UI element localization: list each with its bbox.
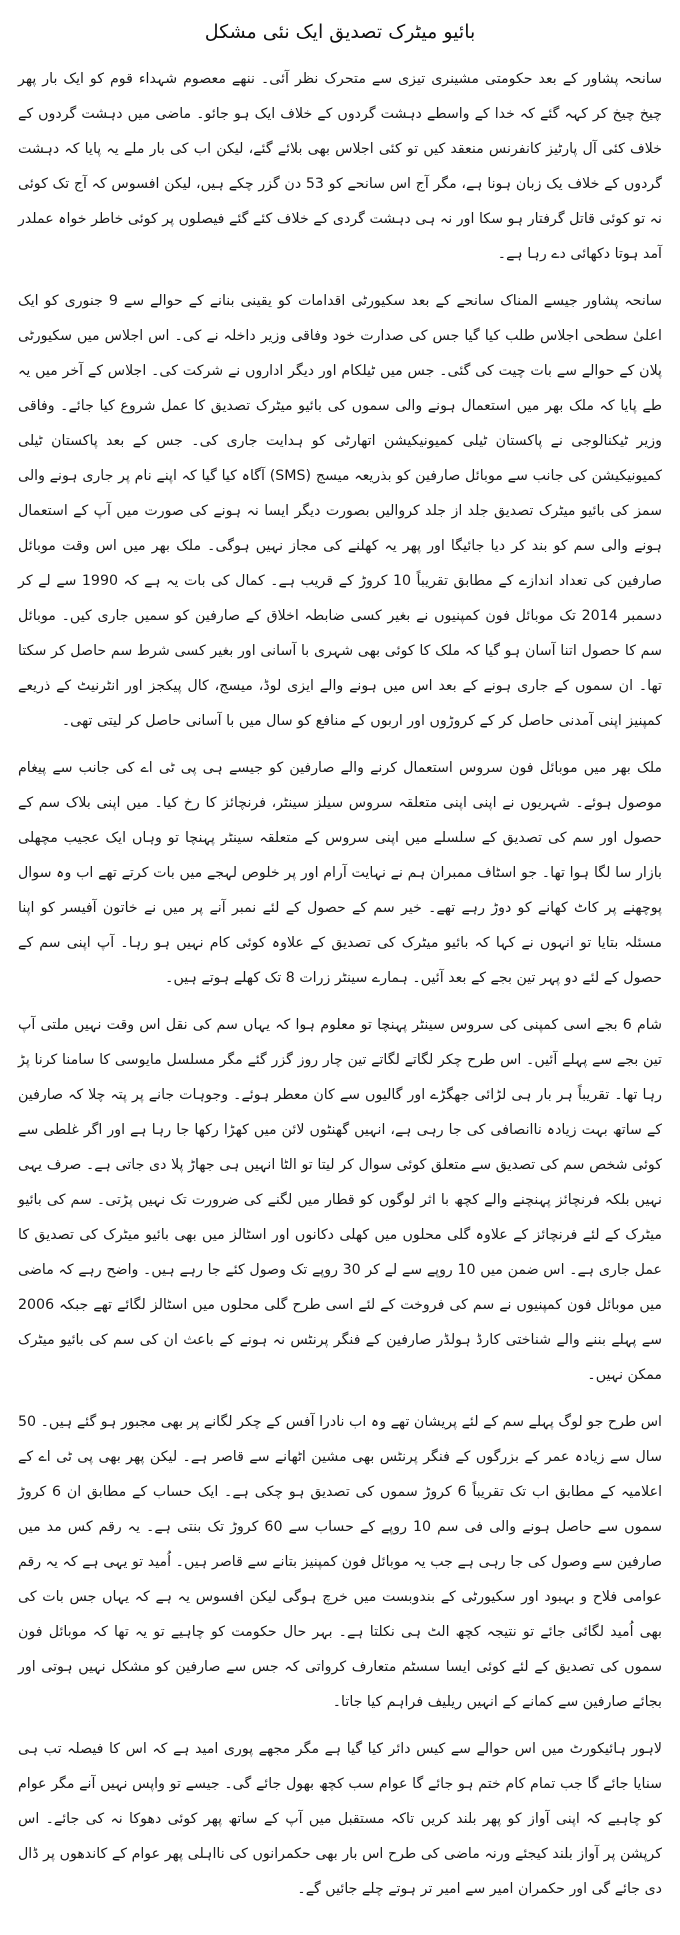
article-title: بائیو میٹرک تصدیق ایک نئی مشکل	[204, 21, 476, 43]
article-paragraph: سانحہ پشاور کے بعد حکومتی مشینری تیزی سے متحرک نظر آئی۔ ننھے معصوم شہداء قوم کو ایک بار پھر چیخ چیخ کر کہہ گئے کہ خدا کے واسطے دہشت گردوں کے خلاف ایک ہو جائو۔ ماضی میں دہشت گردوں کے خلاف کئی آل پارٹیز کانفرنس منعقد کیں تو کئی اجلاس بھی بلائے گئے، لیکن اب کی بار ملے یہ پایا کہ دہشت گردوں کے خلاف یک زبان ہونا ہے، مگر آج اس سانحے کو 53 دن گزر چکے ہیں، لیکن افسوس کہ آج تک کوئی نہ تو کوئی قاتل گرفتار ہو سکا اور نہ ہی دہشت گردی کے خلاف کئے گئے فیصلوں پر کوئی خاطر خواہ عملدر آمد ہوتا دکھائی دے رہا ہے۔	[18, 71, 662, 262]
article-paragraph: ملک بھر میں موبائل فون سروس استعمال کرنے والے صارفین کو جیسے ہی پی ٹی اے کی جانب سے پیغام موصول ہوئے۔ شہریوں نے اپنی اپنی متعلقہ سروس سیلز سینٹر، فرنچائز کا رخ کیا۔ میں اپنی بلاک سم کے حصول اور سم کی تصدیق کے سلسلے میں اپنی سروس کے متعلقہ سینٹر پہنچا تو وہاں ایک عجیب مچھلی بازار سا لگا ہوا تھا۔ جو اسٹاف ممبران ہم نے نہایت آرام اور پر خلوص لہجے میں بات کرتے تھے اب وہ سوال پوچھنے پر کاٹ کھانے کو دوڑ رہے تھے۔ خیر سم کے حصول کے لئے نمبر آنے پر میں نے خاتون آفیسر کو اپنا مسئلہ بتایا تو انہوں نے کہا کہ بائیو میٹرک کی تصدیق کے علاوہ کوئی کام نہیں ہو رہا۔ آپ اپنی سم کے حصول کے لئے دو پہر تین بجے کے بعد آئیں۔ ہمارے سینٹر زرات 8 تک کھلے ہوتے ہیں۔	[18, 760, 662, 986]
article-paragraph: اس طرح جو لوگ پہلے سم کے لئے پریشان تھے وہ اب نادرا آفس کے چکر لگانے پر بھی مجبور ہو گئے ہیں۔ 50 سال سے زیادہ عمر کے بزرگوں کے فنگر پرنٹس بھی مشین اٹھانے سے قاصر ہے۔ لیکن پھر بھی پی ٹی اے کے اعلامیہ کے مطابق اب تک تقریباً 6 کروڑ سموں کی تصدیق ہو چکی ہے۔ ایک حساب کے مطابق ان 6 کروڑ سموں سے حاصل ہونے والی فی سم 10 روپے کے حساب سے 60 کروڑ تک بنتی ہے۔ یہ رقم کس مد میں صارفین سے وصول کی جا رہی ہے جب یہ موبائل فون کمپنیز بتانے سے قاصر ہیں۔ اُمید تو یہی ہے کہ یہ رقم عوامی فلاح و بہبود اور سکیورٹی کے بندوبست میں خرچ ہوگی لیکن افسوس یہ ہے کہ یہاں جس بات کی بھی اُمید لگائی جائے تو نتیجہ کچھ الٹ ہی نکلتا ہے۔ بہر حال حکومت کو چاہیے تو یہ تھا کہ موبائل فون سموں کی تصدیق کے لئے کوئی ایسا سسٹم متعارف کرواتی کہ جس سے صارفین کو مشکل نہیں ہوتی اور بجائے صارفین سے کمانے کے انہیں ریلیف فراہم کیا جاتا۔	[18, 1414, 663, 1710]
article-paragraph: لاہور ہائیکورٹ میں اس حوالے سے کیس دائر کیا گیا ہے مگر مجھے پوری امید ہے کہ اس کا فیصلہ تب ہی سنایا جائے گا جب تمام کام ختم ہو جائے گا عوام سب کچھ بھول جائے گی۔ جیسے تو واپس نہیں آنے مگر عوام کو چاہیے کہ اپنی آواز کو پھر بلند کریں تاکہ مستقبل میں آپ کے ساتھ پھر کوئی دھوکا نہ کی جائے۔ اس کرپشن پر آواز بلند کیجئے ورنہ ماضی کی طرح اس بار بھی حکمرانوں کی نااہلی پھر عوام کے کاندھوں پر ڈال دی جائے گی اور حکمران امیر سے امیر تر ہوتے چلے جائیں گے۔	[18, 1741, 662, 1897]
article-paragraph: سانحہ پشاور جیسے المناک سانحے کے بعد سکیورٹی اقدامات کو یقینی بنانے کے حوالے سے 9 جنوری کو ایک اعلیٰ سطحی اجلاس طلب کیا گیا جس کی صدارت خود وفاقی وزیر داخلہ نے کی۔ اس اجلاس میں سکیورٹی پلان کے حوالے سے بات چیت کی گئی۔ جس میں ٹیلکام اور دیگر اداروں نے شرکت کی۔ اجلاس کے آخر میں یہ طے پایا کہ ملک بھر میں استعمال ہونے والی سموں کی بائیو میٹرک تصدیق کا عمل شروع کیا جائے۔ وفاقی وزیر ٹیکنالوجی نے پاکستان ٹیلی کمیونیکیشن اتھارٹی کو ہدایت جاری کی۔ جس کے بعد پاکستان ٹیلی کمیونیکیشن کی جانب سے موبائل صارفین کو بذریعہ میسج (SMS) آگاہ کیا گیا کہ اپنے نام پر جاری ہونے والی سمز کی بائیو میٹرک تصدیق جلد از جلد کروالیں بصورت دیگر ایسا نہ ہونے کی صورت میں آپ کے استعمال ہونے والی سم کو بند کر دیا جائیگا اور پھر یہ کھلنے کی مجاز نہیں ہوگی۔ ملک بھر میں اس وقت موبائل صارفین کی تعداد اندازے کے مطابق تقریباً 10 کروڑ کے قریب ہے۔ کمال کی بات یہ ہے کہ 1990 سے لے کر دسمبر 2014 تک موبائل فون کمپنیوں نے بغیر کسی ضابطہ اخلاق کے صارفین کو سمیں جاری کیں۔ موبائل سم کا حصول اتنا آسان ہو گیا کہ ملک کا کوئی بھی شہری با آسانی اور بغیر کسی شرط سم حاصل کر سکتا تھا۔ ان سموں کے جاری ہونے کے بعد اس میں ہونے والے ایزی لوڈ، میسج، کال پیکجز اور انٹرنیٹ کے ذریعے کمپنیز اپنی آمدنی حاصل کر کے کروڑوں اور اربوں کے منافع کو سال میں با آسانی حاصل کر لیتی تھی۔	[18, 293, 663, 729]
article-paragraph: شام 6 بجے اسی کمپنی کی سروس سینٹر پہنچا تو معلوم ہوا کہ یہاں سم کی نقل اس وقت نہیں ملتی آپ تین بجے سے پہلے آئیں۔ اس طرح چکر لگاتے لگاتے تین چار روز گزر گئے مگر مسلسل مایوسی کا سامنا کرنا پڑ رہا تھا۔ تقریباً ہر بار ہی لڑائی جھگڑے اور گالیوں سے کان معطر ہوئے۔ وجوہات جانے پر پتہ چلا کہ صارفین کے ساتھ بہت زیادہ ناانصافی کی جا رہی ہے، انہیں گھنٹوں لائن میں کھڑا رکھا جا رہا ہے اور اگر غلطی سے کوئی شخص سم کی تصدیق سے متعلق کوئی سوال کر لیتا تو الٹا انہیں ہی جھاڑ پلا دی جاتی ہے۔ صرف یہی نہیں بلکہ فرنچائز پہنچنے والے کچھ با اثر لوگوں کو قطار میں لگنے کی ضرورت تک نہیں پڑتی۔ سم کی بائیو میٹرک کے لئے فرنچائز کے علاوہ گلی محلوں میں کھلی دکانوں اور اسٹالز میں بھی بائیو میٹرک کی تصدیق کا عمل جاری ہے۔ اس ضمن میں 10 روپے سے لے کر 30 روپے تک وصول کئے جا رہے ہیں۔ واضح رہے کہ ماضی میں موبائل فون کمپنیوں نے سم کی فروخت کے لئے اسی طرح گلی محلوں میں اسٹالز لگائے تھے جبکہ 2006 سے پہلے بننے والے شناختی کارڈ ہولڈر صارفین کے فنگر پرنٹس نہ ہونے کے باعث ان کی سم کی بائیو میٹرک ممکن نہیں۔	[18, 1017, 663, 1383]
